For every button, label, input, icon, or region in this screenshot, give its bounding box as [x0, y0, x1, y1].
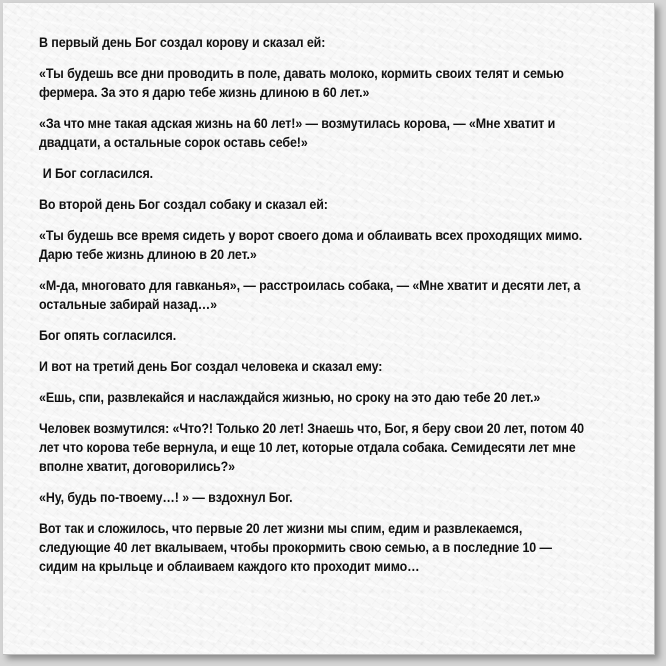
story-text	[39, 33, 588, 588]
paragraph-8: Бог опять согласился.	[39, 328, 177, 343]
paragraph-11: Человек возмутился: «Что?! Только 20 лет! Знаешь что, Бог, я беру свои 20 лет, потом 40 лет что корова тебе вернула, и еще 10 лет, которые отдала собака. Семидесяти лет мне вполне хватит, договорились?»	[39, 421, 584, 474]
paragraph-1: В первый день Бог создал корову и сказал ей:	[39, 35, 326, 50]
paragraph-7: «М-да, многовато для гавканья», — расстроилась собака, — «Мне хватит и десяти лет, а остальные забирай назад…»	[39, 278, 581, 312]
paragraph-5: Во второй день Бог создал собаку и сказал ей:	[39, 197, 328, 212]
paragraph-6: «Ты будешь все время сидеть у ворот своего дома и облаивать всех проходящих мимо. Дарю тебе жизнь длиною в 20 лет.»	[39, 228, 583, 262]
paragraph-10: «Ешь, спи, развлекайся и наслаждайся жизнью, но сроку на это даю тебе 20 лет.»	[39, 390, 541, 405]
paragraph-3: «За что мне такая адская жизнь на 60 лет!» — возмутилась корова, — «Мне хватит и двадцати, а остальные сорок оставь себе!»	[39, 116, 556, 150]
paragraph-4: И Бог согласился.	[42, 166, 153, 181]
textured-paper-background	[3, 3, 655, 655]
paragraph-13: Вот так и сложилось, что первые 20 лет жизни мы спим, едим и развлекаемся, следующие 40 лет вкалываем, чтобы прокормить свою семью, а в последние 10 — сидим на крыльце и облаиваем каждого кто проходит мимо…	[39, 521, 552, 574]
paragraph-2: «Ты будешь все дни проводить в поле, давать молоко, кормить своих телят и семью фермера. За это я дарю тебе жизнь длиною в 60 лет.»	[39, 66, 564, 100]
paragraph-12: «Ну, будь по-твоему…! » — вздохнул Бог.	[39, 490, 293, 505]
paragraph-9: И вот на третий день Бог создал человека и сказал ему:	[39, 359, 383, 374]
